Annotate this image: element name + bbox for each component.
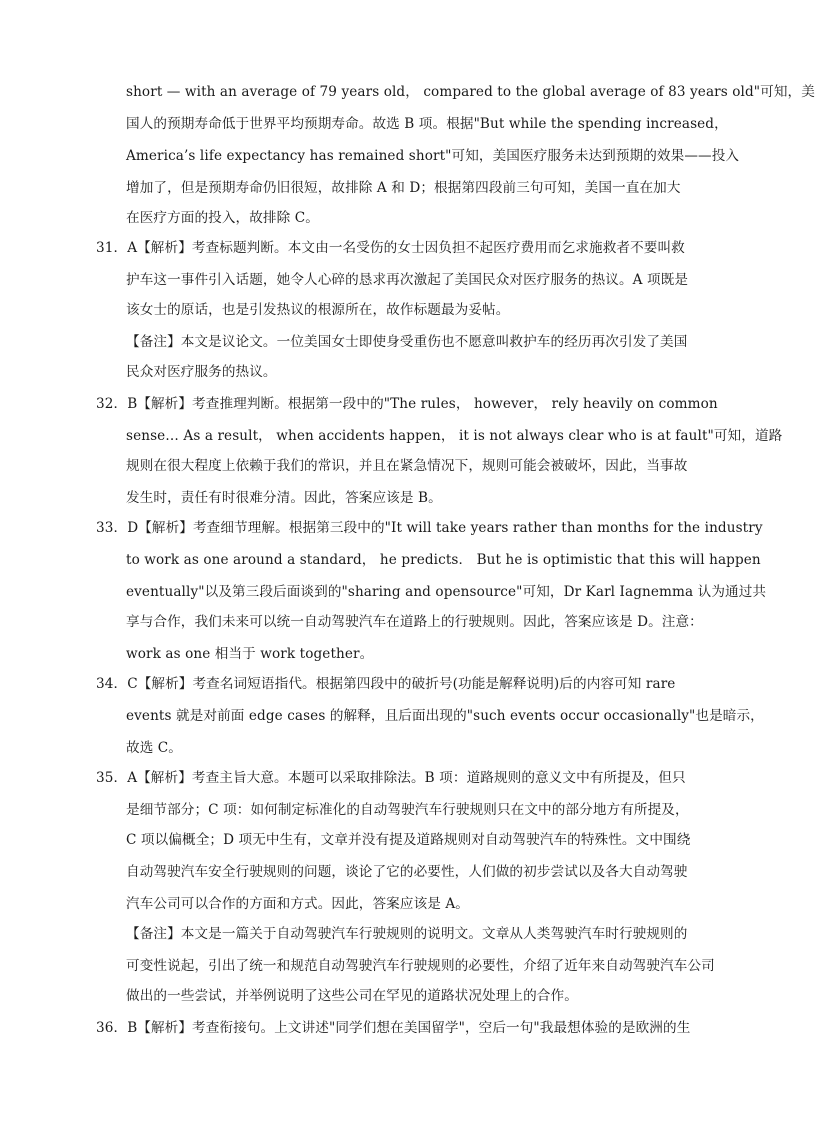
text-line: 33．D【解析】考查细节理解。根据第三段中的"It will take years rather than months for the industry (96, 520, 763, 536)
text-line: C 项以偏概全；D 项无中生有，文章并没有提及道路规则对自动驾驶汽车的特殊性。文中围绕 (126, 832, 691, 848)
text-line: America’s life expectancy has remained short"可知，美国医疗服务未达到预期的效果——投入 (126, 148, 740, 164)
text-line: events 就是对前面 edge cases 的解释，且后面出现的"such events occur occasionally"也是暗示， (126, 708, 764, 724)
text-line: 31．A【解析】考查标题判断。本文由一名受伤的女士因负担不起医疗费用而乞求施救者不要叫救 (96, 240, 685, 256)
text-line: short — with an average of 79 years old， compared to the global average of 83 years old"可知，美 (126, 84, 815, 100)
text-line: 32．B【解析】考查推理判断。根据第一段中的"The rules， however， rely heavily on common (96, 396, 718, 412)
text-line: 自动驾驶汽车安全行驶规则的问题，谈论了它的必要性，人们做的初步尝试以及各大自动驾驶 (126, 864, 688, 880)
text-line: 汽车公司可以合作的方面和方式。因此，答案应该是 A。 (126, 896, 469, 912)
text-line: work as one 相当于 work together。 (126, 646, 374, 662)
text-line: 34．C【解析】考查名词短语指代。根据第四段中的破折号(功能是解释说明)后的内容可知 rare (96, 676, 676, 692)
text-line: 该女士的原话，也是引发热议的根源所在，故作标题最为妥帖。 (126, 302, 510, 318)
text-line: 国人的预期寿命低于世界平均预期寿命。故选 B 项。根据"But while the spending increased， (126, 116, 728, 132)
text-line: sense… As a result， when accidents happen， it is not always clear who is at fault"可知，道路 (126, 428, 783, 444)
text-line: 发生时，责任有时很难分清。因此，答案应该是 B。 (126, 490, 442, 506)
text-line: 故选 C。 (126, 740, 183, 756)
text-line: 规则在很大程度上依赖于我们的常识，并且在紧急情况下，规则可能会被破坏，因此，当事故 (126, 458, 688, 474)
text-line: 35．A【解析】考查主旨大意。本题可以采取排除法。B 项：道路规则的意义文中有所提及，但只 (96, 770, 686, 786)
text-line: 享与合作，我们未来可以统一自动驾驶汽车在道路上的行驶规则。因此，答案应该是 D。注意： (126, 614, 703, 630)
text-line: 做出的一些尝试，并举例说明了这些公司在罕见的道路状况处理上的合作。 (126, 988, 578, 1004)
text-line: 【备注】本文是议论文。一位美国女士即使身受重伤也不愿意叫救护车的经历再次引发了美国 (126, 334, 688, 350)
text-line: 护车这一事件引入话题，她令人心碎的恳求再次激起了美国民众对医疗服务的热议。A 项既是 (126, 272, 689, 288)
text-line: 可变性说起，引出了统一和规范自动驾驶汽车行驶规则的必要性，介绍了近年来自动驾驶汽车公司 (126, 958, 715, 974)
text-line: eventually"以及第三段后面谈到的"sharing and opensource"可知，Dr Karl Iagnemma 认为通过共 (126, 584, 767, 600)
text-line: 在医疗方面的投入，故排除 C。 (126, 210, 319, 226)
text-line: to work as one around a standard， he predicts． But he is optimistic that this will happen (126, 552, 761, 568)
text-line: 民众对医疗服务的热议。 (126, 364, 277, 380)
text-line: 36．B【解析】考查衔接句。上文讲述"同学们想在美国留学"，空后一句"我最想体验的是欧洲的生 (96, 1020, 691, 1036)
text-line: 增加了，但是预期寿命仍旧很短，故排除 A 和 D；根据第四段前三句可知，美国一直在加大 (126, 180, 681, 196)
text-line: 是细节部分；C 项：如何制定标准化的自动驾驶汽车行驶规则只在文中的部分地方有所提及， (126, 802, 689, 818)
text-line: 【备注】本文是一篇关于自动驾驶汽车行驶规则的说明文。文章从人类驾驶汽车时行驶规则的 (126, 926, 688, 942)
